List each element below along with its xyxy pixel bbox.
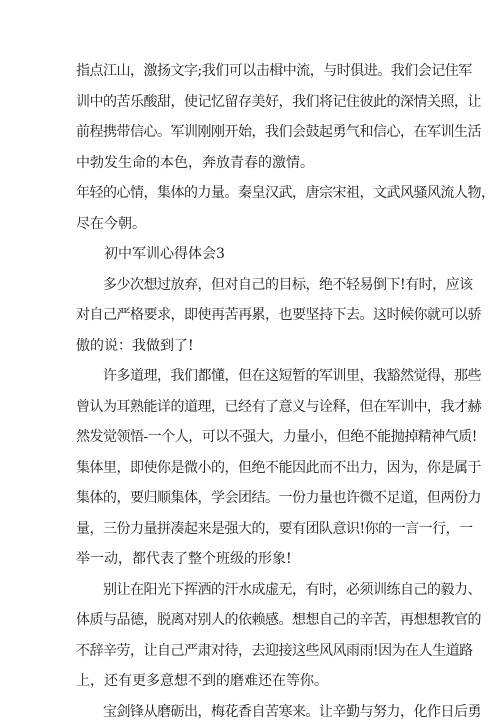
text-line: 举一动，都代表了整个班级的形象! [76, 544, 442, 575]
document-body [76, 56, 442, 727]
text-line: 体质与品德，脱离对别人的依赖感。想想自己的辛苦，再想想教官的 [76, 605, 442, 636]
text-line: 曾认为耳熟能详的道理，已经有了意义与诠释，但在军训中，我才赫 [76, 392, 442, 423]
text-line: 指点江山，激扬文字;我们可以击楫中流，与时俱进。我们会记住军 [76, 56, 442, 87]
text-line: 许多道理，我们都懂，但在这短暂的军训里，我豁然觉得，那些 [76, 361, 442, 392]
text-line: 别让在阳光下挥洒的汗水成虚无，有时，必须训练自己的毅力、 [76, 575, 442, 606]
text-line: 前程携带信心。军训刚刚开始，我们会鼓起勇气和信心，在军训生活 [76, 117, 442, 148]
text-line: 尽在今朝。 [76, 209, 442, 240]
text-line: 傲的说：我做到了! [76, 331, 442, 362]
text-line: 集体的，要归顺集体，学会团结。一份力量也许微不足道，但两份力 [76, 483, 442, 514]
text-line: 对自己严格要求，即使再苦再累，也要坚持下去。这时候你就可以骄 [76, 300, 442, 331]
text-line: 多少次想过放弃，但对自己的目标，绝不轻易倒下!有时，应该 [76, 270, 442, 301]
section-heading: 初中军训心得体会3 [76, 239, 442, 270]
text-line: 中勃发生命的本色，奔放青春的激情。 [76, 148, 442, 179]
text-line: 训中的苦乐酸甜，使记忆留存美好，我们将记住彼此的深情关照，让 [76, 87, 442, 118]
text-line: 集体里，即使你是微小的，但绝不能因此而不出力，因为，你是属于 [76, 453, 442, 484]
text-line: 量，三份力量拼凑起来是强大的，要有团队意识!你的一言一行，一 [76, 514, 442, 545]
text-line: 然发觉领悟-一个人，可以不强大，力量小，但绝不能抛掉精神气质! [76, 422, 442, 453]
text-line: 上，还有更多意想不到的磨难还在等你。 [76, 666, 442, 697]
text-line: 不辞辛劳，让自己严肃对待，去迎接这些风风雨雨!因为在人生道路 [76, 636, 442, 667]
text-line: 年轻的心情，集体的力量。秦皇汉武，唐宗宋祖，文武风骚风流人物， [76, 178, 442, 209]
text-line: 宝剑锋从磨砺出，梅花香自苦寒来。让辛勤与努力，化作日后勇 [76, 697, 442, 727]
